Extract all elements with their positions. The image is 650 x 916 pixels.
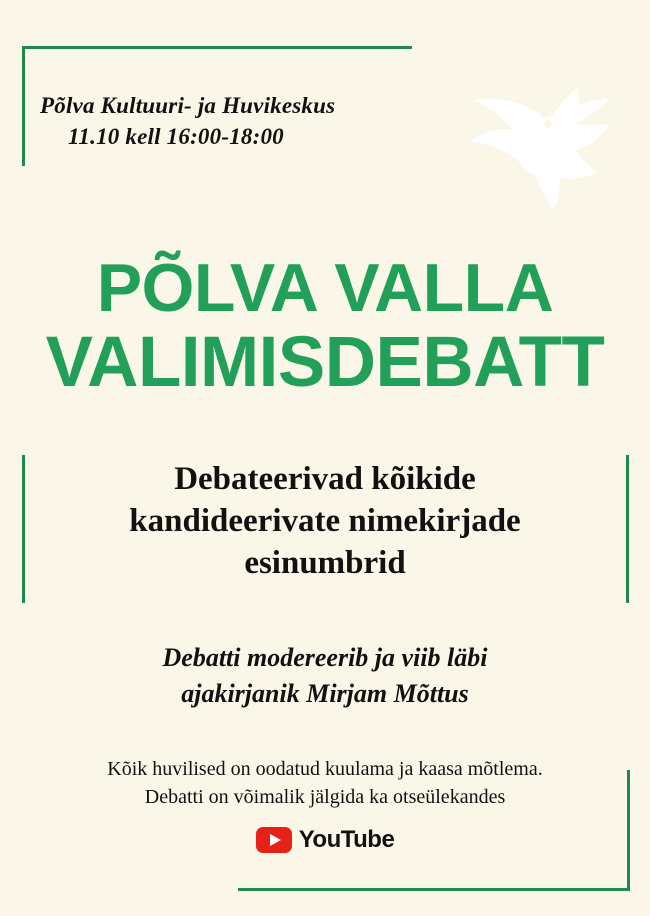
attendance-note-line-1: Kõik huvilised on oodatud kuulama ja kaasa mõtlema. (107, 758, 543, 780)
frame-line-right-middle (626, 455, 629, 603)
page-title (0, 252, 650, 401)
venue-block (40, 90, 335, 152)
frame-line-left-middle (22, 455, 25, 603)
youtube-play-icon (256, 827, 292, 853)
subheadline-line-2: kandideerivate nimekirjade (129, 503, 521, 540)
attendance-note (20, 755, 630, 811)
subheadline-line-1: Debateerivad kõikide (174, 461, 476, 497)
headline-line-1: PÕLVA VALLA (96, 250, 554, 326)
frame-line-top (22, 46, 412, 49)
venue-location: Põlva Kultuuri- ja Huvikeskus (40, 93, 336, 118)
moderator-block (40, 640, 610, 712)
hummingbird-illustration (448, 62, 628, 222)
youtube-logo[interactable] (0, 826, 650, 854)
venue-datetime: 11.10 kell 16:00-18:00 (68, 124, 284, 150)
subheadline-line-3: esinumbrid (244, 545, 406, 582)
subheadline (30, 458, 620, 585)
youtube-label: YouTube (298, 826, 395, 853)
frame-line-left-top (22, 46, 25, 166)
headline-line-2: VALIMISDEBATT (45, 322, 605, 402)
frame-line-bottom (238, 888, 630, 891)
attendance-note-line-2: Debatti on võimalik jälgida ka otseülekandes (144, 786, 506, 808)
moderator-line-1: Debatti modereerib ja viib läbi (162, 643, 488, 672)
moderator-line-2: ajakirjanik Mirjam Mõttus (181, 678, 469, 708)
